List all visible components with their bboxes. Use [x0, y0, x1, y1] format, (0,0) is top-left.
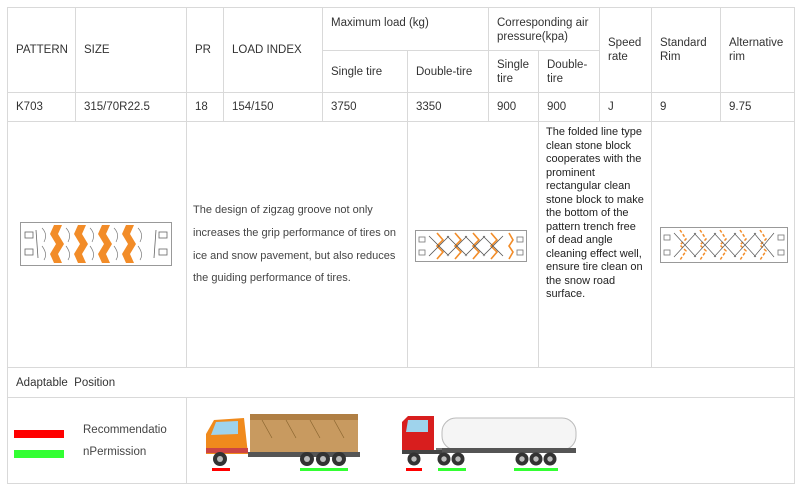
header-size-label: SIZE	[84, 44, 110, 56]
red-tanker-truck-image	[398, 410, 582, 472]
header-pressure-single-label: Single tire	[497, 58, 529, 85]
header-speed-rate	[599, 7, 652, 93]
cell-pr-value: 18	[195, 101, 208, 113]
recommendation-color-swatch	[14, 430, 64, 438]
header-load-index-label: LOAD INDEX	[232, 44, 302, 56]
cell-standard-rim	[651, 92, 721, 122]
header-standard-rim-label: Standard Rim	[660, 37, 707, 63]
tread-pattern-image-1	[20, 222, 172, 266]
orange-truck-image	[202, 408, 362, 472]
cell-pressure-single-value: 900	[497, 101, 517, 113]
description-text-2: The folded line type clean stone block cooperates with the prominent rectangular clean stone block to make the bottom of the pattern trench free of dead angle cleaning effect well, ensure tire clean on the snow road surface.	[546, 126, 644, 300]
tread-pattern-image-2	[415, 230, 527, 262]
header-air-pressure	[488, 7, 600, 51]
description-text-1: The design of zigzag groove not only increases the grip performance of tires on ice and snow pavement, but also reduces the guiding performance of tires.	[193, 204, 396, 285]
cell-speed-rate-value: J	[608, 101, 614, 113]
header-alternative-rim	[720, 7, 795, 93]
legend-cell	[7, 397, 187, 484]
header-pressure-single	[488, 50, 539, 93]
cell-alternative-rim	[720, 92, 795, 122]
header-max-load-label: Maximum load (kg)	[331, 17, 429, 29]
cell-load-index	[223, 92, 323, 122]
cell-pressure-double-value: 900	[547, 101, 567, 113]
cell-size-value: 315/70R22.5	[84, 101, 150, 113]
header-standard-rim	[651, 7, 721, 93]
cell-load-double-value: 3350	[416, 101, 442, 113]
cell-pattern-value: K703	[16, 101, 43, 113]
header-pressure-double	[538, 50, 600, 93]
cell-load-index-value: 154/150	[232, 101, 274, 113]
description-cell-1	[186, 121, 408, 368]
description-cell-2	[538, 121, 652, 368]
header-pr	[186, 7, 224, 93]
recommendation-label: Recommendatio	[83, 424, 167, 436]
cell-pattern	[7, 92, 76, 122]
adaptable-position-label: Adaptable Position	[16, 376, 116, 389]
cell-standard-rim-value: 9	[660, 101, 667, 113]
header-alternative-rim-label: Alternative rim	[729, 37, 784, 63]
cell-speed-rate	[599, 92, 652, 122]
permission-label: nPermission	[83, 446, 147, 458]
header-air-pressure-label: Corresponding air pressure(kpa)	[497, 17, 589, 43]
header-load-double-label: Double-tire	[416, 65, 473, 78]
cell-load-single	[322, 92, 408, 122]
cell-pressure-double	[538, 92, 600, 122]
cell-size	[75, 92, 187, 122]
header-load-single	[322, 50, 408, 93]
header-max-load	[322, 7, 489, 51]
header-pattern	[7, 7, 76, 93]
tread-pattern-image-3	[660, 227, 788, 263]
cell-load-double	[407, 92, 489, 122]
cell-load-single-value: 3750	[331, 101, 357, 113]
header-pattern-label: PATTERN	[16, 44, 68, 56]
header-speed-rate-label: Speed rate	[608, 37, 642, 63]
cell-pr	[186, 92, 224, 122]
header-load-double	[407, 50, 489, 93]
header-pr-label: PR	[195, 44, 211, 56]
cell-alternative-rim-value: 9.75	[729, 101, 752, 113]
header-load-index	[223, 7, 323, 93]
cell-pressure-single	[488, 92, 539, 122]
permission-color-swatch	[14, 450, 64, 458]
adaptable-position-header	[7, 367, 795, 398]
header-pressure-double-label: Double-tire	[547, 58, 588, 85]
header-size	[75, 7, 187, 93]
header-load-single-label: Single tire	[331, 65, 383, 78]
